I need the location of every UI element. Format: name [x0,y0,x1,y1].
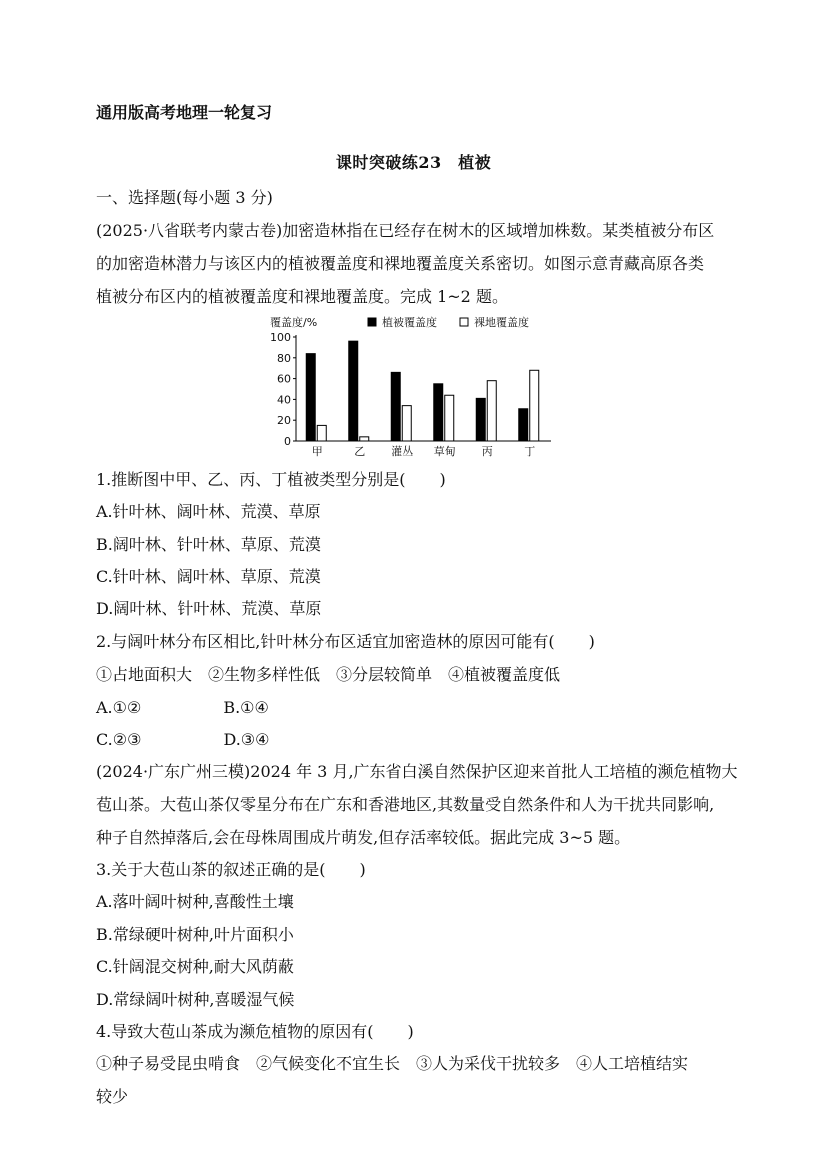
y-tick-label: 0 [284,435,291,448]
y-tick-label: 100 [270,331,291,344]
bar [306,354,315,441]
passage2-line: 苞山茶。大苞山茶仅零星分布在广东和香港地区,其数量受自然条件和人为干扰共同影响, [96,795,715,814]
q1-option-a: A.针叶林、阔叶林、荒漠、草原 [96,502,321,521]
x-tick-label: 灌丛 [391,445,414,458]
y-axis-label: 覆盖度/% [270,316,318,329]
question-3-stem [96,860,366,880]
legend-label: 植被覆盖度 [382,316,437,329]
question-4-close: ) [407,1022,414,1041]
question-4-items-cont: 较少 [96,1087,129,1106]
question-1-stem [96,470,446,490]
question-1-text: 1.推断图中甲、乙、丙、丁植被类型分别是( [96,470,406,489]
q2-option-a: A.①② [96,698,142,717]
legend-label: 裸地覆盖度 [474,316,529,329]
x-tick-label: 丁 [524,445,536,458]
question-2-stem [96,632,595,652]
bar [445,395,454,441]
bar [402,406,411,441]
q3-option-b: B.常绿硬叶树种,叶片面积小 [96,925,294,944]
q2-option-c: C.②③ [96,730,142,749]
passage2-line: 种子自然掉落后,会在母株周围成片萌发,但存活率较低。据此完成 3~5 题。 [96,828,631,847]
passage1-line: 的加密造林潜力与该区内的植被覆盖度和裸地覆盖度关系密切。如图示意青藏高原各类 [96,254,705,273]
lesson-title: 课时突破练23 植被 [335,153,492,172]
q1-option-b: B.阔叶林、针叶林、草原、荒漠 [96,535,321,554]
question-4-stem [96,1022,414,1042]
q1-option-d: D.阔叶林、针叶林、荒漠、草原 [96,599,322,618]
x-tick-label: 草甸 [433,445,456,458]
legend-swatch [368,318,376,326]
x-tick-label: 丙 [481,445,493,458]
question-4-text: 4.导致大苞山茶成为濒危植物的原因有( [96,1022,374,1041]
bar [487,381,496,441]
q2-option-d: D.③④ [223,730,270,749]
bar [317,425,326,441]
x-tick-label: 甲 [311,445,323,458]
question-3-close: ) [359,860,366,879]
passage2-line: (2024·广东广州三模)2024 年 3 月,广东省白溪自然保护区迎来首批人工培植的濒危植物大 [96,762,738,781]
passage1-line: 植被分布区内的植被覆盖度和裸地覆盖度。完成 1~2 题。 [96,287,508,306]
bar [360,437,369,441]
coverage-bar-chart [268,312,558,460]
bar [391,372,400,441]
bar [434,384,443,441]
bar [349,341,358,441]
y-tick-label: 60 [277,372,291,386]
document-header: 通用版高考地理一轮复习 [96,103,273,122]
question-3-text: 3.关于大苞山茶的叙述正确的是( [96,860,326,879]
q2-options-row-2 [96,730,269,750]
y-tick-label: 80 [277,351,291,365]
y-tick-label: 20 [277,414,291,428]
q2-option-b: B.①④ [223,698,269,717]
q3-option-c: C.针阔混交树种,耐大风荫蔽 [96,957,294,976]
y-tick-label: 40 [277,393,291,407]
q2-options-row-1 [96,698,269,718]
bar [530,370,539,441]
q3-option-d: D.常绿阔叶树种,喜暖湿气候 [96,990,295,1009]
passage1-line: (2025·八省联考内蒙古卷)加密造林指在已经存在树木的区域增加株数。某类植被分布区 [96,221,715,240]
legend-swatch [460,318,468,326]
question-4-items: ①种子易受昆虫啃食 ②气候变化不宜生长 ③人为采伐干扰较多 ④人工培植结实 [96,1054,689,1073]
question-2-items: ①占地面积大 ②生物多样性低 ③分层较简单 ④植被覆盖度低 [96,665,561,684]
question-2-close: ) [588,632,595,651]
bar [476,398,485,441]
bar [519,409,528,441]
q3-option-a: A.落叶阔叶树种,喜酸性土壤 [96,892,294,911]
question-1-close: ) [439,470,446,489]
q1-option-c: C.针叶林、阔叶林、草原、荒漠 [96,567,321,586]
section-heading: 一、选择题(每小题 3 分) [96,188,273,207]
x-tick-label: 乙 [354,445,366,458]
question-2-text: 2.与阔叶林分布区相比,针叶林分布区适宜加密造林的原因可能有( [96,632,555,651]
